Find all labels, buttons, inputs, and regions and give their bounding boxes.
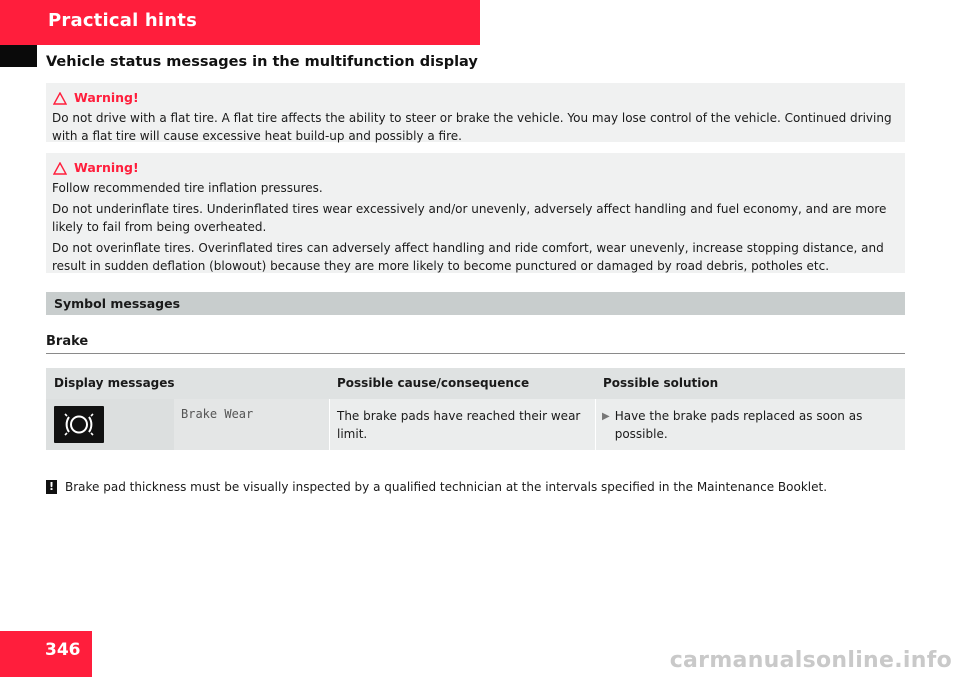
warning-box-2 bbox=[46, 153, 905, 273]
solution-text: Have the brake pads replaced as soon as possible. bbox=[614, 409, 863, 441]
possible-cause: The brake pads have reached their wear limit. bbox=[337, 409, 581, 441]
brake-heading: Brake bbox=[46, 334, 89, 349]
warning-label: Warning! bbox=[74, 90, 139, 105]
col-display-messages: Display messages bbox=[54, 376, 175, 390]
warning-text: Do not underinflate tires. Underinflated tires wear excessively and/or unevenly, adversely affect handling and fuel economy, and are more likely to fail from being overheated. bbox=[52, 202, 887, 234]
symbol-messages-label: Symbol messages bbox=[54, 296, 181, 311]
note bbox=[46, 480, 827, 494]
col-possible-cause: Possible cause/consequence bbox=[337, 376, 530, 390]
warning-text: Do not overinflate tires. Overinflated tires can adversely affect handling and ride comfort, wear unevenly, increase stopping distance, and result in sudden deflation (blowout) because they are more likely to become punctured or damaged by road debris, potholes etc. bbox=[52, 241, 884, 273]
warning-text: Follow recommended tire inflation pressures. bbox=[52, 181, 323, 195]
col-possible-solution: Possible solution bbox=[603, 376, 719, 390]
table-header bbox=[46, 368, 905, 399]
page-number: 346 bbox=[45, 640, 81, 660]
warning-triangle-icon bbox=[53, 92, 67, 105]
watermark: carmanualsonline.info bbox=[669, 648, 952, 673]
possible-solution bbox=[602, 407, 892, 443]
exclamation-icon: ! bbox=[46, 480, 57, 494]
warning-label: Warning! bbox=[74, 160, 139, 175]
section-title: Vehicle status messages in the multifunction display bbox=[46, 54, 478, 70]
symbol-messages-bar bbox=[46, 292, 905, 315]
divider bbox=[46, 353, 905, 354]
section-marker bbox=[0, 45, 37, 67]
arrow-right-icon: ▶ bbox=[602, 411, 610, 422]
warning-triangle-icon bbox=[53, 162, 67, 175]
header-title: Practical hints bbox=[48, 10, 198, 31]
warning-text: Do not drive with a flat tire. A flat tire affects the ability to steer or brake the vehicle. You may lose control of the vehicle. Continued driving with a flat tire will cause excessive heat build-up and possibly a fire. bbox=[52, 111, 892, 143]
header-tab bbox=[0, 0, 480, 45]
brake-wear-icon bbox=[54, 406, 104, 443]
table-row bbox=[46, 399, 905, 450]
page-number-tab bbox=[0, 631, 92, 677]
note-text: Brake pad thickness must be visually inspected by a qualified technician at the intervals specified in the Maintenance Booklet. bbox=[65, 480, 828, 494]
display-message: Brake Wear bbox=[181, 407, 254, 421]
warning-box-1 bbox=[46, 83, 905, 142]
